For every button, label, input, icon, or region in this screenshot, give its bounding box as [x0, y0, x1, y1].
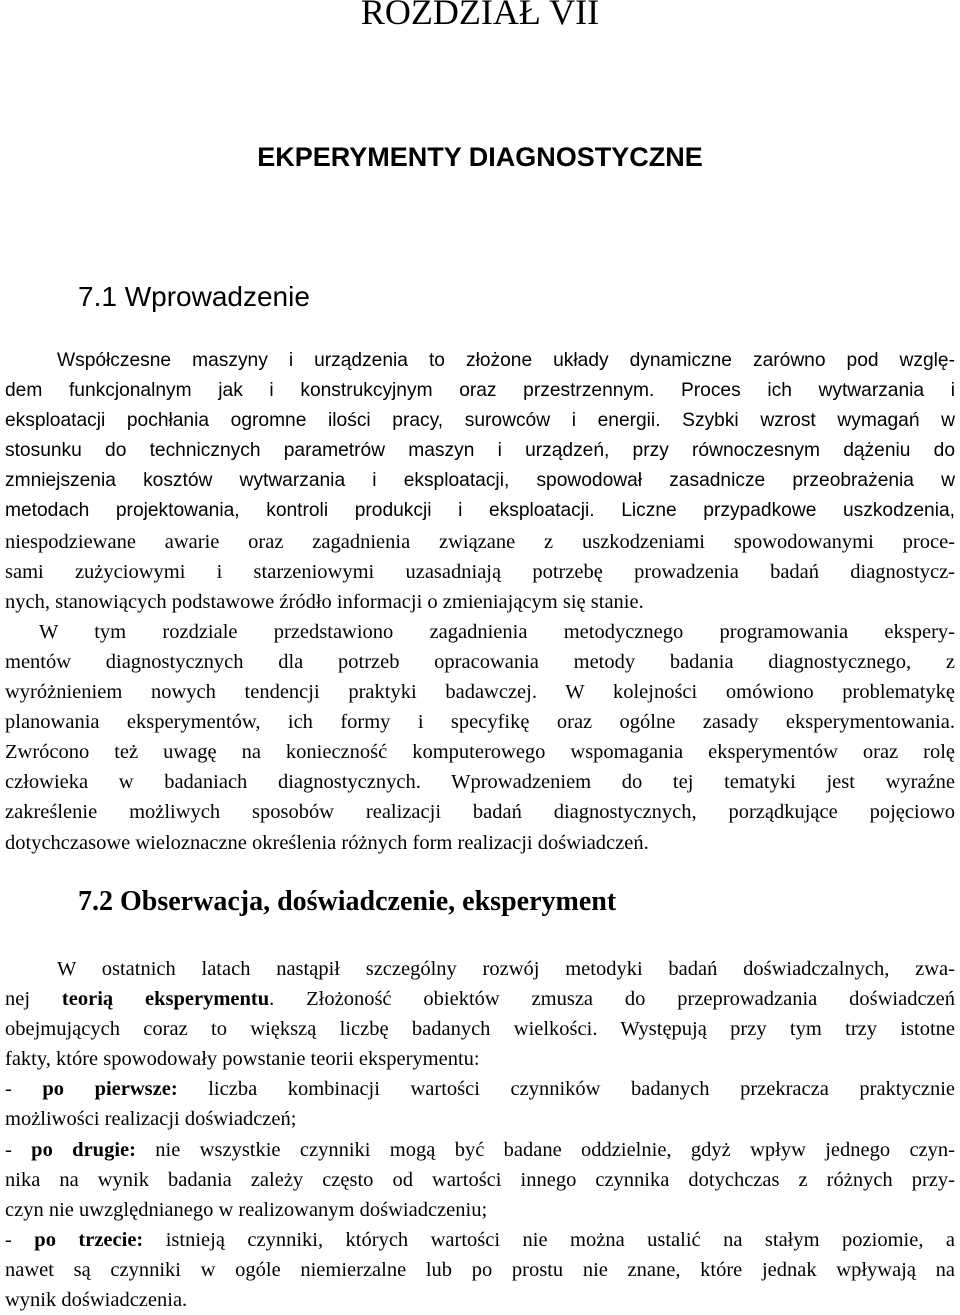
list-dash: - — [5, 1228, 35, 1251]
text-line: wyróżnieniem nowych tendencji praktyki badawczej. W kolejności omówiono problematykę — [5, 681, 955, 704]
section-heading-introduction: 7.1 Wprowadzenie — [78, 281, 310, 312]
text-line: czyn nie uwzględnianego w realizowanym doświadczeniu; — [5, 1198, 488, 1221]
text-line: zmniejszenia kosztów wytwarzania i eksploatacji, spowodował zasadnicze przeobrażenia w — [5, 470, 955, 492]
text-line: możliwości realizacji doświadczeń; — [5, 1108, 297, 1131]
text-line: zakreślenie możliwych sposobów realizacji badań diagnostycznych, porządkujące pojęciowo — [5, 801, 955, 824]
text-line-part: metodach projektowania, kontroli produkcji i eksploatacji. — [5, 500, 595, 522]
text-line: nawet są czynniki w ogóle niemierzalne lub po prostu nie znane, które jednak wpływają na — [5, 1258, 955, 1281]
section-1-body — [5, 346, 955, 858]
list-item-label: po trzecie: — [34, 1228, 144, 1251]
emphasis-term: teorią eksperymentu — [61, 988, 270, 1011]
section-2-body — [5, 954, 955, 1315]
text-line: W tym rozdziale przedstawiono zagadnienia metodycznego programowania ekspery- — [39, 620, 955, 643]
section-heading-observation: 7.2 Obserwacja, doświadczenie, eksperyment — [78, 886, 617, 917]
text-line: planowania eksperymentów, ich formy i specyfikę oraz ogólne zasady eksperymentowania. — [5, 711, 955, 734]
list-item-second — [5, 1135, 955, 1165]
text-line: mentów diagnostycznych dla potrzeb opracowania metody badania diagnostycznego, z — [5, 650, 955, 673]
chapter-subtitle: EKPERYMENTY DIAGNOSTYCZNE — [257, 142, 703, 172]
text-line — [5, 984, 955, 1014]
text-line-part: Liczne przypadkowe uszkodzenia, — [621, 500, 955, 522]
text-line: niespodziewane awarie oraz zagadnienia związane z uszkodzeniami spowodowanymi proce- — [5, 530, 955, 553]
text-line: Zwrócono też uwagę na konieczność komputerowego wspomagania eksperymentów oraz rolę — [5, 741, 955, 764]
text-line-part: Szybki wzrost wymagań w — [682, 410, 955, 432]
text-line-part: nej — [5, 988, 31, 1011]
list-dash: - — [5, 1138, 32, 1161]
text-line: fakty, które spowodowały powstanie teorii eksperymentu: — [5, 1048, 480, 1071]
text-line: wynik doświadczenia. — [5, 1289, 188, 1312]
text-line — [5, 496, 955, 526]
list-dash: - — [5, 1078, 43, 1101]
chapter-title: ROZDZIAŁ VII — [360, 0, 600, 32]
text-line-part: istnieją czynniki, których wartości nie można ustalić na stałym poziomie, a — [143, 1228, 955, 1251]
text-line-part: . Złożoność obiektów zmusza do przeprowadzania doświadczeń — [269, 988, 955, 1011]
list-item-first — [5, 1074, 955, 1104]
text-line-part: nie wszystkie czynniki mogą być badane oddzielnie, gdyż wpływ jednego czyn- — [135, 1138, 955, 1161]
text-line: obejmujących coraz to większą liczbę badanych wielkości. Występują przy tym trzy istotne — [5, 1018, 955, 1041]
text-line: Współczesne maszyny i urządzenia to złożone układy dynamiczne zarówno pod wzglę- — [57, 350, 955, 371]
text-line: człowieka w badaniach diagnostycznych. Wprowadzeniem do tej tematyki jest wyraźne — [5, 771, 955, 794]
text-line: stosunku do technicznych parametrów maszyn i urządzeń, przy równoczesnym dążeniu do — [5, 440, 955, 462]
text-line: W ostatnich latach nastąpił szczególny rozwój metodyki badań doświadczalnych, zwa- — [57, 958, 955, 980]
list-item-label: po drugie: — [31, 1138, 136, 1161]
text-line-part: eksploatacji pochłania ogromne ilości pracy, surowców i energii. — [5, 410, 661, 432]
text-line — [5, 406, 955, 436]
text-line: dotychczasowe wieloznaczne określenia różnych form realizacji doświadczeń. — [5, 831, 649, 854]
list-item-third — [5, 1225, 955, 1255]
list-item-label: po pierwsze: — [42, 1078, 178, 1101]
text-line: nych, stanowiących podstawowe źródło informacji o zmieniającym się stanie. — [5, 590, 644, 613]
text-line: nika na wynik badania zależy często od wartości innego czynnika dotychczas z różnych przy- — [5, 1168, 955, 1191]
text-line: sami zużyciowymi i starzeniowymi uzasadniają potrzebę prowadzenia badań diagnostycz- — [5, 560, 955, 583]
text-line-part: liczba kombinacji wartości czynników badanych przekracza praktycznie — [177, 1078, 955, 1101]
text-line: dem funkcjonalnym jak i konstrukcyjnym oraz przestrzennym. Proces ich wytwarzania i — [5, 380, 955, 402]
